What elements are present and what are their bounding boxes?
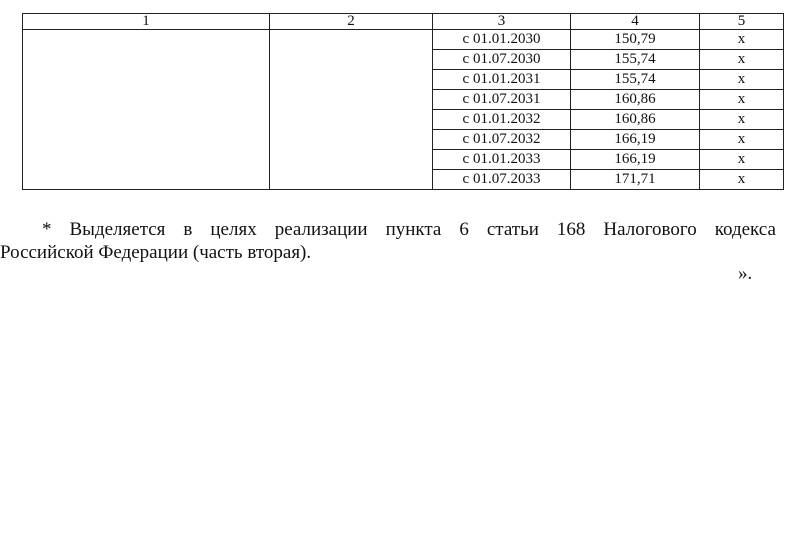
- value-cell: 155,74: [571, 50, 700, 70]
- footnote-word: Выделяется: [69, 219, 166, 240]
- footnote-line-1: [0, 218, 776, 241]
- tariff-table: [22, 13, 784, 190]
- date-cell: с 01.01.2032: [433, 110, 571, 130]
- value-cell: 166,19: [571, 150, 700, 170]
- column-header-1: 1: [23, 14, 270, 30]
- mark-cell: х: [700, 110, 784, 130]
- value-cell: 160,86: [571, 110, 700, 130]
- footnote-word: пункта: [385, 219, 442, 240]
- footnote-word: кодекса: [714, 219, 776, 240]
- empty-cell-col-2: [270, 30, 433, 190]
- date-cell: с 01.01.2031: [433, 70, 571, 90]
- date-cell: с 01.07.2030: [433, 50, 571, 70]
- mark-cell: х: [700, 90, 784, 110]
- mark-cell: х: [700, 50, 784, 70]
- closing-quote: ».: [738, 263, 753, 284]
- column-header-4: 4: [571, 14, 700, 30]
- value-cell: 150,79: [571, 30, 700, 50]
- table-row: [23, 30, 784, 50]
- date-cell: с 01.07.2031: [433, 90, 571, 110]
- footnote-word: Налогового: [603, 219, 697, 240]
- value-cell: 155,74: [571, 70, 700, 90]
- mark-cell: х: [700, 170, 784, 190]
- footnote-word: реализации: [274, 219, 368, 240]
- date-cell: с 01.07.2033: [433, 170, 571, 190]
- footnote-word: статьи: [486, 219, 539, 240]
- column-header-3: 3: [433, 14, 571, 30]
- footnote-word: в: [183, 219, 193, 240]
- footnote-word: 168: [556, 219, 586, 240]
- empty-cell-col-1: [23, 30, 270, 190]
- value-cell: 160,86: [571, 90, 700, 110]
- footnote-line-2: Российской Федерации (часть вторая).: [0, 242, 312, 263]
- column-header-5: 5: [700, 14, 784, 30]
- date-cell: с 01.01.2033: [433, 150, 571, 170]
- date-cell: с 01.07.2032: [433, 130, 571, 150]
- mark-cell: х: [700, 130, 784, 150]
- mark-cell: х: [700, 70, 784, 90]
- footnote: [0, 218, 776, 264]
- date-cell: с 01.01.2030: [433, 30, 571, 50]
- column-header-2: 2: [270, 14, 433, 30]
- footnote-word: *: [42, 219, 52, 240]
- header-row: [23, 14, 784, 30]
- value-cell: 166,19: [571, 130, 700, 150]
- mark-cell: х: [700, 30, 784, 50]
- value-cell: 171,71: [571, 170, 700, 190]
- footnote-word: 6: [459, 219, 469, 240]
- mark-cell: х: [700, 150, 784, 170]
- footnote-word: целях: [210, 219, 257, 240]
